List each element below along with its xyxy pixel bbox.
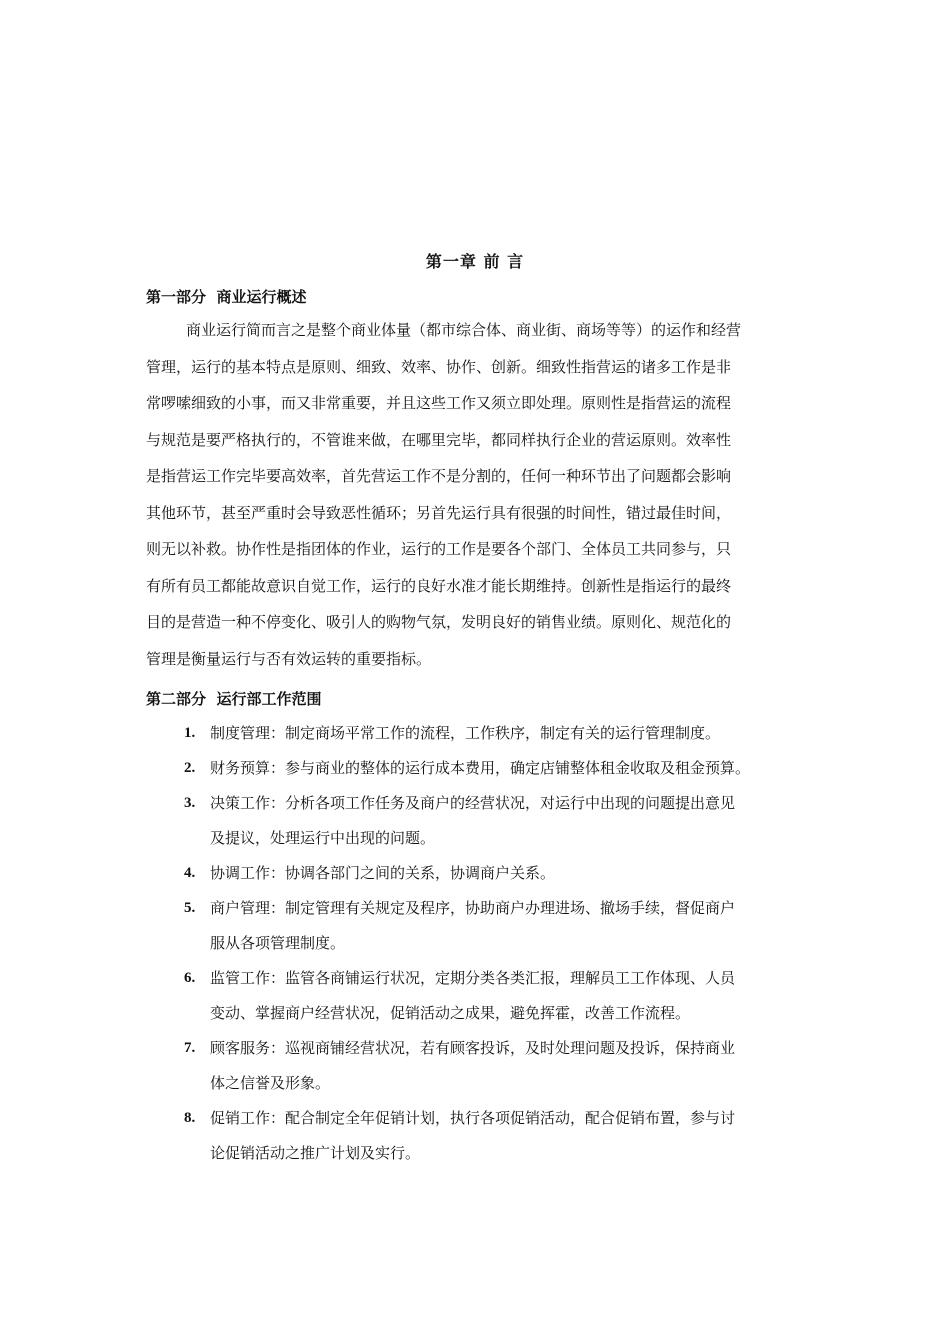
list-item-number: 7. xyxy=(184,1040,196,1056)
work-scope-list xyxy=(146,716,826,1171)
list-item xyxy=(146,1101,826,1171)
list-item-text: 财务预算：参与商业的整体的运行成本费用，确定店铺整体租金收取及租金预算。 xyxy=(210,759,751,777)
list-item-number: 2. xyxy=(184,760,196,776)
section-heading-1: 第一部分 商业运行概述 xyxy=(146,288,307,306)
list-item-text: 及提议，处理运行中出现的问题。 xyxy=(210,829,436,847)
section-heading-2: 第二部分 运行部工作范围 xyxy=(146,690,322,708)
list-item-number: 5. xyxy=(184,900,196,916)
paragraph-line: 与规范是要严格执行的，不管谁来做，在哪里完毕，都同样执行企业的营运原则。效率性 xyxy=(146,430,732,449)
paragraph-line: 则无以补救。协作性是指团体的作业，运行的工作是要各个部门、全体员工共同参与，只 xyxy=(146,540,732,558)
paragraph-line: 其他环节，甚至严重时会导致恶性循环；另首先运行具有很强的时间性，错过最佳时间， xyxy=(146,503,732,522)
paragraph-line: 目的是营造一种不停变化、吸引人的购物气氛，发明良好的销售业绩。原则化、规范化的 xyxy=(146,613,732,631)
list-item-text: 制度管理：制定商场平常工作的流程，工作秩序，制定有关的运行管理制度。 xyxy=(210,724,721,742)
paragraph-line: 管理，运行的基本特点是原则、细致、效率、协作、创新。细致性指营运的诸多工作是非 xyxy=(146,357,732,376)
list-item xyxy=(146,891,826,961)
list-item xyxy=(146,786,826,856)
list-item-text: 协调工作：协调各部门之间的关系，协调商户关系。 xyxy=(210,864,556,882)
list-item-number: 3. xyxy=(184,795,196,811)
list-item xyxy=(146,856,826,891)
list-item xyxy=(146,1031,826,1101)
paragraph-line: 有所有员工都能故意识自觉工作，运行的良好水准才能长期维持。创新性是指运行的最终 xyxy=(146,576,732,595)
paragraph-line: 是指营运工作完毕要高效率，首先营运工作不是分割的，任何一种环节出了问题都会影响 xyxy=(146,467,732,485)
list-item-text: 监管工作：监管各商铺运行状况，定期分类各类汇报，理解员工工作体现、人员 xyxy=(210,969,736,987)
paragraph-line: 商业运行简而言之是整个商业体量（都市综合体、商业街、商场等等）的运作和经营 xyxy=(186,321,742,339)
list-item xyxy=(146,716,826,751)
list-item-text: 体之信誉及形象。 xyxy=(210,1074,331,1092)
list-item xyxy=(146,961,826,1031)
list-item-number: 4. xyxy=(184,865,196,881)
paragraph-line: 常啰嗦细致的小事，而又非常重要，并且这些工作又须立即处理。原则性是指营运的流程 xyxy=(146,394,732,412)
list-item-text: 决策工作：分析各项工作任务及商户的经营状况，对运行中出现的问题提出意见 xyxy=(210,794,736,812)
list-item-text: 顾客服务：巡视商铺经营状况，若有顾客投诉，及时处理问题及投诉，保持商业 xyxy=(210,1039,736,1057)
list-item-number: 6. xyxy=(184,970,196,986)
list-item xyxy=(146,751,826,786)
section-1-paragraph xyxy=(146,312,812,677)
list-item-number: 8. xyxy=(184,1110,196,1126)
paragraph-line: 管理是衡量运行与否有效运转的重要指标。 xyxy=(146,649,432,668)
list-item-number: 1. xyxy=(184,725,196,741)
list-item-text: 变动、掌握商户经营状况，促销活动之成果，避免挥霍，改善工作流程。 xyxy=(210,1004,691,1022)
list-item-text: 促销工作：配合制定全年促销计划，执行各项促销活动，配合促销布置，参与讨 xyxy=(210,1109,736,1127)
list-item-text: 服从各项管理制度。 xyxy=(210,934,346,952)
list-item-text: 论促销活动之推广计划及实行。 xyxy=(210,1144,421,1162)
chapter-title: 第一章 前 言 xyxy=(425,252,525,271)
list-item-text: 商户管理：制定管理有关规定及程序，协助商户办理进场、撤场手续，督促商户 xyxy=(210,899,736,917)
